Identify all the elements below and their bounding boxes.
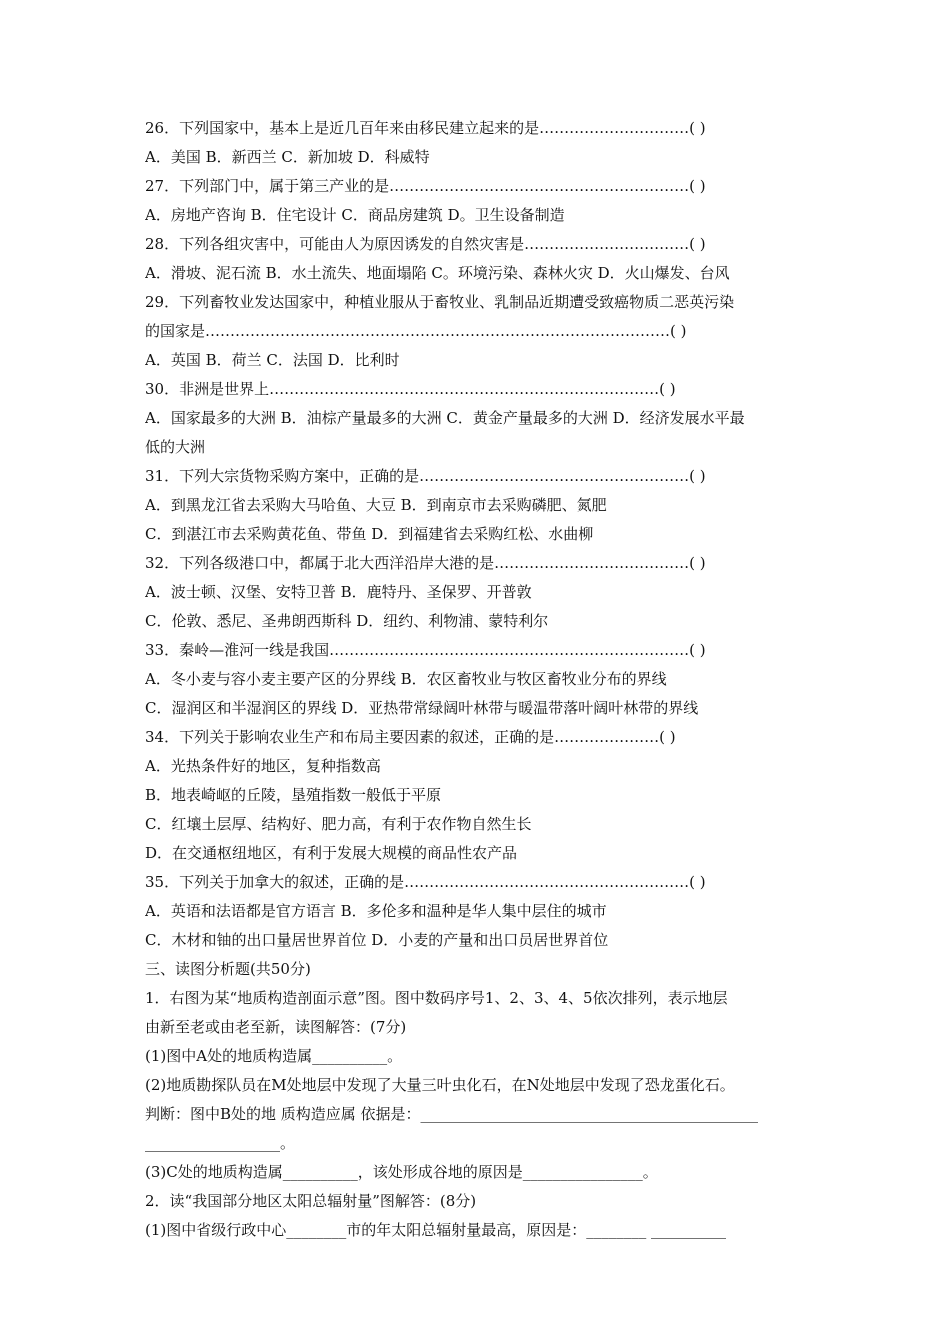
analysis-question-2-part-1: (1)图中省级行政中心________市的年太阳总辐射量最高，原因是：________ __________ [145,1221,727,1239]
question-34-option-a: A．光热条件好的地区，复种指数高 [145,757,381,775]
question-35: 35．下列关于加拿大的叙述，正确的是…………………………………………………( ) [145,873,706,891]
question-35-options-ab: A．英语和法语都是官方语言 B．多伦多和温种是华人集中层住的城市 [145,902,607,920]
question-31-options-cd: C．到湛江市去采购黄花鱼、带鱼 D．到福建省去采购红松、水曲柳 [145,525,594,543]
question-30-options-continued: 低的大洲 [145,438,206,456]
analysis-question-1-part-2-judge: 判断：图中B处的地 质构造应属 依据是：_____________________________________________ [145,1105,759,1123]
question-34-option-d: D．在交通枢纽地区，有利于发展大规模的商品性农产品 [145,844,518,862]
question-31-options-ab: A．到黑龙江省去采购大马哈鱼、大豆 B．到南京市去采购磷肥、氮肥 [145,496,607,514]
question-34-option-c: C．红壤土层厚、结构好、肥力高，有利于农作物自然生长 [145,815,532,833]
section-heading: 三、读图分析题(共50分) [145,960,311,978]
question-34: 34．下列关于影响农业生产和布局主要因素的叙述，正确的是…………………( ) [145,728,676,746]
question-35-options-cd: C．木材和铀的出口量居世界首位 D．小麦的产量和出口员居世界首位 [145,931,609,949]
exam-text [145,114,810,1245]
question-33: 33．秦岭—淮河一线是我国………………………………………………………………( ) [145,641,706,659]
question-33-options-cd: C．湿润区和半湿润区的界线 D．亚热带常绿阔叶林带与暖温带落叶阔叶林带的界线 [145,699,699,717]
analysis-question-1: 1．右图为某“地质构造剖面示意”图。图中数码序号1、2、3、4、5依次排列，表示地层 [145,989,728,1007]
question-34-option-b: B．地表崎岖的丘陵，垦殖指数一般低于平原 [145,786,442,804]
question-31: 31．下列大宗货物采购方案中，正确的是………………………………………………( ) [145,467,706,485]
analysis-question-1-part-2: (2)地质勘探队员在M处地层中发现了大量三叶虫化石，在N处地层中发现了恐龙蛋化石。 [145,1076,735,1094]
analysis-question-1-part-1: (1)图中A处的地质构造属__________。 [145,1047,403,1065]
question-26: 26．下列国家中，基本上是近几百年来由移民建立起来的是…………………………( ) [145,119,706,137]
question-28-options: A．滑坡、泥石流 B．水土流失、地面塌陷 C。环境污染、森林火灾 D．火山爆发、台风 [145,264,730,282]
question-26-options: A．美国 B．新西兰 C．新加坡 D．科威特 [145,148,430,166]
question-30-options: A．国家最多的大洲 B．油棕产量最多的大洲 C．黄金产量最多的大洲 D．经济发展水平最 [145,409,745,427]
question-27: 27．下列部门中，属于第三产业的是……………………………………………………( ) [145,177,706,195]
question-32-options-cd: C．伦敦、悉尼、圣弗朗西斯科 D．纽约、利物浦、蒙特利尔 [145,612,549,630]
question-27-options: A．房地产咨询 B．住宅设计 C．商品房建筑 D。卫生设备制造 [145,206,565,224]
analysis-question-2: 2．读“我国部分地区太阳总辐射量”图解答：(8分) [145,1192,477,1210]
question-32: 32．下列各级港口中，都属于北大西洋沿岸大港的是…………………………………( ) [145,554,706,572]
question-33-options-ab: A．冬小麦与容小麦主要产区的分界线 B．农区畜牧业与牧区畜牧业分布的界线 [145,670,667,688]
analysis-question-1-part-2-blank: __________________。 [145,1134,296,1152]
question-29-continued: 的国家是…………………………………………………………………………………( ) [145,322,687,340]
question-29-options: A．英国 B．荷兰 C．法国 D．比利时 [145,351,400,369]
analysis-question-1-continued: 由新至老或由老至新，读图解答：(7分) [145,1018,407,1036]
question-30: 30．非洲是世界上……………………………………………………………………( ) [145,380,676,398]
question-29: 29．下列畜牧业发达国家中，种植业服从于畜牧业、乳制品近期遭受致癌物质二恶英污染 [145,293,735,311]
analysis-question-1-part-3: (3)C处的地质构造属__________，该处形成谷地的原因是________________。 [145,1163,658,1181]
question-32-options-ab: A．波士顿、汉堡、安特卫普 B．鹿特丹、圣保罗、开普敦 [145,583,532,601]
question-28: 28．下列各组灾害中，可能由人为原因诱发的自然灾害是……………………………( ) [145,235,706,253]
